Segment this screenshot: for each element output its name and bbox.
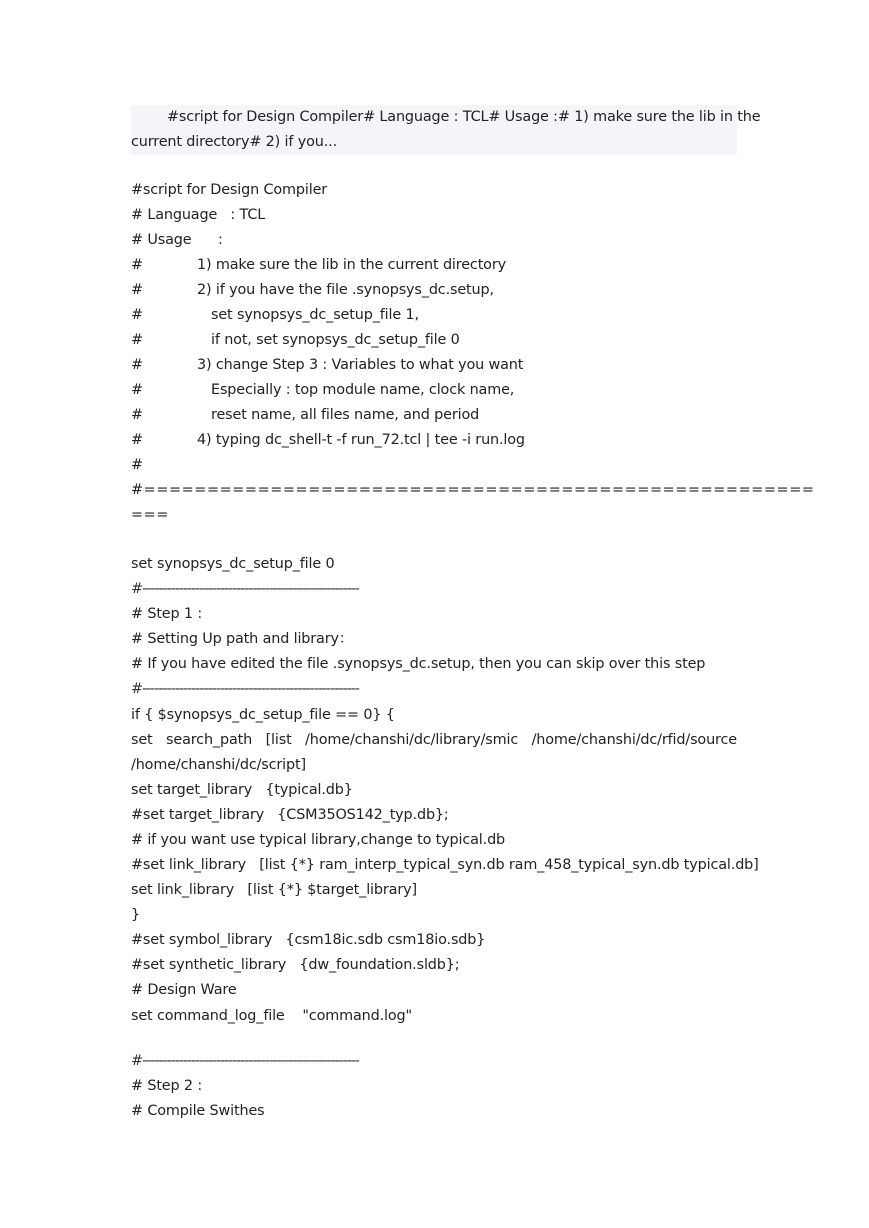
code-line — [131, 303, 419, 328]
code-line: #set symbol_library {csm18ic.sdb csm18io.sdb} — [131, 932, 486, 948]
comment-hash: # — [131, 432, 143, 448]
comment-hash: # — [131, 257, 143, 273]
code-line: # Compile Swithes — [131, 1103, 265, 1119]
separator-line: #===================================================== — [131, 482, 815, 498]
code-token: /home/chanshi/dc/rfid/source — [531, 732, 737, 748]
code-line-text: reset name, all files name, and period — [211, 407, 480, 423]
code-line-text: 3) change Step 3 : Variables to what you want — [197, 357, 524, 373]
code-line-search-path — [131, 728, 737, 753]
code-line: /home/chanshi/dc/script] — [131, 757, 306, 773]
code-token: search_path — [166, 732, 253, 748]
code-line-text: 1) make sure the lib in the current directory — [197, 257, 506, 273]
separator-line: === — [131, 507, 169, 523]
code-line-text: if not, set synopsys_dc_setup_file 0 — [211, 332, 460, 348]
comment-hash: # — [131, 357, 143, 373]
code-line-text: Especially : top module name, clock name, — [211, 382, 515, 398]
code-line: # Usage : — [131, 232, 223, 248]
code-token: [list — [265, 732, 292, 748]
summary-line-2: current directory# 2) if you... — [131, 134, 337, 150]
code-line: # Step 2 : — [131, 1078, 203, 1094]
code-line: set link_library [list {*} $target_library] — [131, 882, 417, 898]
code-line: # Design Ware — [131, 982, 237, 998]
code-line — [131, 328, 460, 353]
code-line — [131, 278, 494, 303]
code-line — [131, 253, 506, 278]
code-line — [131, 353, 523, 378]
comment-hash: # — [131, 332, 143, 348]
code-line: set synopsys_dc_setup_file 0 — [131, 556, 335, 572]
code-line — [131, 403, 479, 428]
code-line: set command_log_file "command.log" — [131, 1008, 412, 1024]
separator-line: #----------------------------------------------------- — [131, 581, 359, 597]
code-line — [131, 378, 514, 403]
code-line: # Language : TCL — [131, 207, 266, 223]
code-token: /home/chanshi/dc/library/smic — [305, 732, 519, 748]
code-line: # if you want use typical library,change to typical.db — [131, 832, 506, 848]
comment-hash: # — [131, 282, 143, 298]
summary-line-1: #script for Design Compiler# Language : TCL# Usage :# 1) make sure the lib in the — [167, 109, 761, 125]
code-line: # Step 1 : — [131, 606, 203, 622]
comment-hash: # — [131, 307, 143, 323]
code-line: #script for Design Compiler — [131, 182, 328, 198]
document-summary-box — [131, 105, 761, 155]
separator-line: #----------------------------------------------------- — [131, 681, 359, 697]
code-line: # — [131, 457, 143, 473]
code-line: set target_library {typical.db} — [131, 782, 353, 798]
code-line-text: 4) typing dc_shell-t -f run_72.tcl | tee -i run.log — [197, 432, 525, 448]
code-line: # If you have edited the file .synopsys_dc.setup, then you can skip over this step — [131, 656, 706, 672]
code-line: } — [131, 907, 141, 923]
code-token: set — [131, 732, 153, 748]
code-line: #set synthetic_library {dw_foundation.sldb}; — [131, 957, 460, 973]
separator-line: #----------------------------------------------------- — [131, 1053, 359, 1069]
code-line: # Setting Up path and library： — [131, 631, 354, 647]
code-line — [131, 428, 525, 453]
comment-hash: # — [131, 407, 143, 423]
code-line: #set target_library {CSM35OS142_typ.db}; — [131, 807, 449, 823]
code-line-text: set synopsys_dc_setup_file 1, — [211, 307, 419, 323]
code-line: if { $synopsys_dc_setup_file == 0} { — [131, 707, 395, 723]
comment-hash: # — [131, 382, 143, 398]
code-line: #set link_library [list {*} ram_interp_typical_syn.db ram_458_typical_syn.db typical.db] — [131, 857, 759, 873]
code-line-text: 2) if you have the file .synopsys_dc.setup, — [197, 282, 494, 298]
